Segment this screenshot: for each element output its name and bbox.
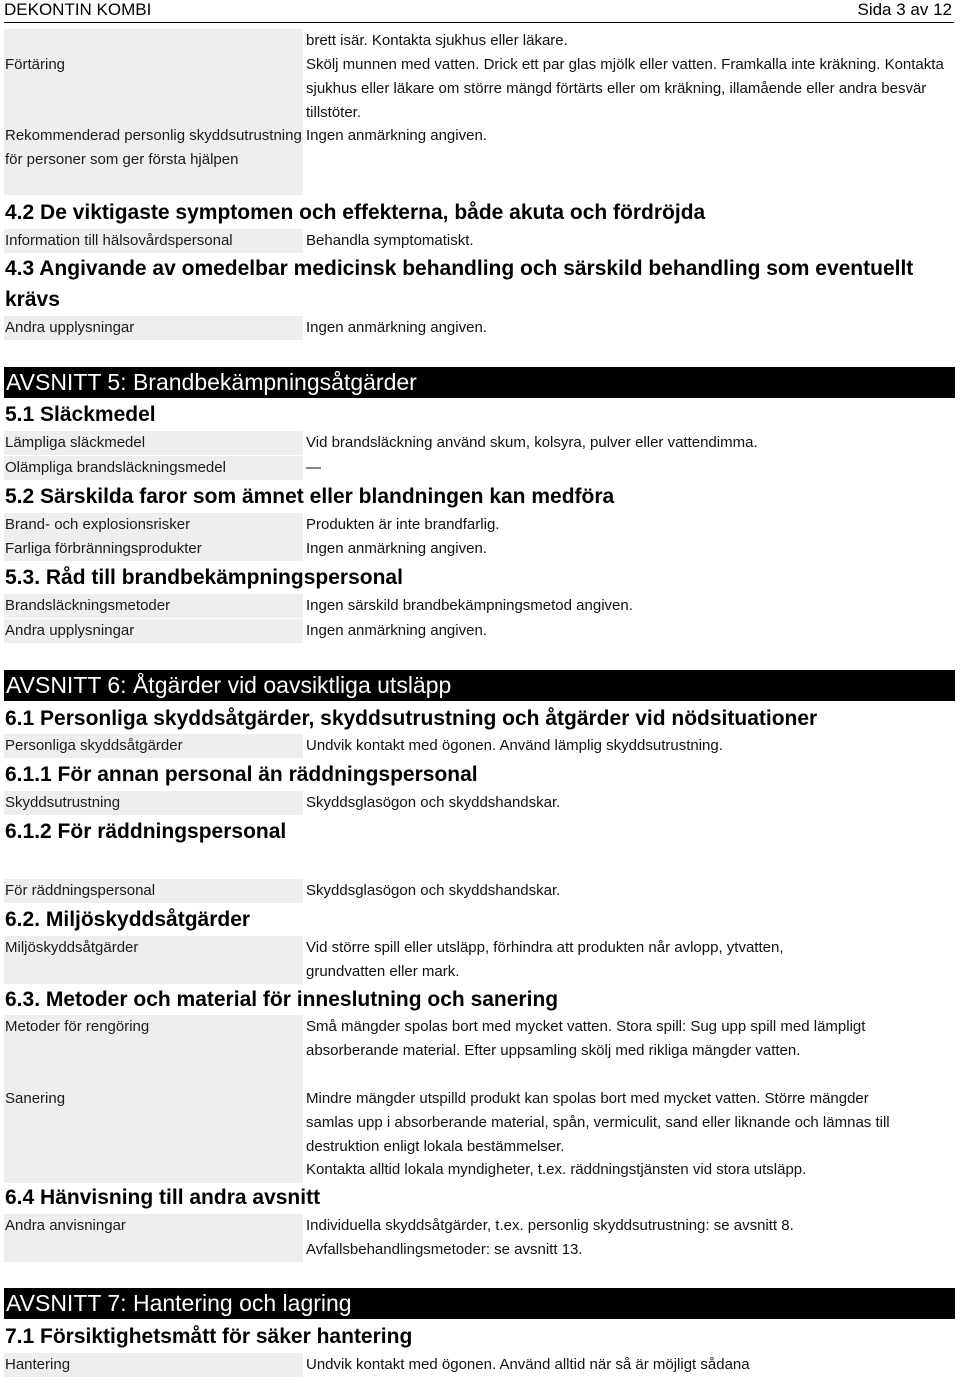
label-protective-equipment: Skyddsutrustning (4, 791, 303, 815)
label-extinguishing-methods: Brandsläckningsmetoder (4, 594, 303, 618)
value-other-references-2: Avfallsbehandlingsmetoder: se avsnitt 13. (306, 1241, 583, 1258)
value-health-info: Behandla symptomatiskt. (306, 232, 474, 249)
value-ppe-first-aid: Ingen anmärkning angiven. (306, 127, 487, 144)
value-other-info-5: Ingen anmärkning angiven. (306, 622, 487, 639)
heading-6-1-2: 6.1.2 För räddningspersonal (5, 820, 287, 843)
label-continued (4, 29, 303, 53)
value-handling: Undvik kontakt med ögonen. Använd alltid när så är möjligt sådana (306, 1356, 750, 1373)
label-other-info-5: Andra upplysningar (4, 619, 303, 643)
heading-6-3: 6.3. Metoder och material för inneslutning och sanering (5, 988, 559, 1011)
heading-5-3: 5.3. Råd till brandbekämpningspersonal (5, 566, 403, 589)
heading-6-4: 6.4 Hänvisning till andra avsnitt (5, 1186, 321, 1209)
section-6-banner: AVSNITT 6: Åtgärder vid oavsiktliga utsläpp (4, 670, 955, 701)
value-personal-protection: Undvik kontakt med ögonen. Använd lämplig skyddsutrustning. (306, 737, 723, 754)
label-fortaring: Förtäring (4, 53, 303, 125)
label-fire-risks: Brand- och explosionsrisker (4, 513, 303, 537)
page-number: Sida 3 av 12 (857, 0, 952, 19)
label-emergency-responders: För räddningspersonal (4, 879, 303, 903)
label-sanering: Sanering (4, 1087, 303, 1183)
value-fortaring: Skölj munnen med vatten. Drick ett par glas mjölk eller vatten. Framkalla inte kräkning. Kontakta sjukhus eller läkare om större mängd förtärts eller om kräkning, illamående eller andra besvär tillstöter. (306, 56, 944, 121)
section-7-banner: AVSNITT 7: Hantering och lagring (4, 1288, 955, 1319)
value-protective-equipment: Skyddsglasögon och skyddshandskar. (306, 794, 561, 811)
section-5-banner: AVSNITT 5: Brandbekämpningsåtgärder (4, 367, 955, 398)
value-emergency-responders: Skyddsglasögon och skyddshandskar. (306, 882, 561, 899)
heading-5-1: 5.1 Släckmedel (5, 403, 156, 426)
value-combustion-products: Ingen anmärkning angiven. (306, 540, 487, 557)
label-health-info: Information till hälsovårdspersonal (4, 229, 303, 253)
label-handling: Hantering (4, 1353, 303, 1377)
value-suitable-extinguishing: Vid brandsläckning använd skum, kolsyra, pulver eller vattendimma. (306, 434, 758, 451)
heading-7-1: 7.1 Försiktighetsmått för säker hantering (5, 1325, 413, 1348)
label-ppe-first-aid: Rekommenderad personlig skyddsutrustning för personer som ger första hjälpen (4, 124, 303, 195)
label-unsuitable-extinguishing: Olämpliga brandsläckningsmedel (4, 456, 303, 480)
heading-4-2: 4.2 De viktigaste symptomen och effekterna, både akuta och fördröjda (5, 201, 706, 224)
label-suitable-extinguishing: Lämpliga släckmedel (4, 431, 303, 455)
value-unsuitable-extinguishing: — (306, 459, 321, 476)
label-combustion-products: Farliga förbränningsprodukter (4, 537, 303, 561)
heading-6-1-1: 6.1.1 För annan personal än räddningspersonal (5, 763, 478, 786)
value-cleaning-methods: Små mängder spolas bort med mycket vatten. Stora spill: Sug upp spill med lämpligt absorberande material. Efter uppsamling skölj med rikliga mängder vatten. (306, 1018, 866, 1059)
heading-6-1: 6.1 Personliga skyddsåtgärder, skyddsutrustning och åtgärder vid nödsituationer (5, 707, 818, 730)
value-fortaring-continued: brett isär. Kontakta sjukhus eller läkare. (306, 32, 568, 49)
document-title: DEKONTIN KOMBI (4, 0, 152, 19)
value-extinguishing-methods: Ingen särskild brandbekämpningsmetod angiven. (306, 597, 633, 614)
value-environmental-precautions: Vid större spill eller utsläpp, förhindra att produkten når avlopp, ytvatten, grundvatten eller mark. (306, 939, 784, 980)
value-sanering-contact: Kontakta alltid lokala myndigheter, t.ex. räddningstjänsten vid stora utsläpp. (306, 1161, 807, 1178)
label-other-info-4: Andra upplysningar (4, 316, 303, 340)
heading-5-2: 5.2 Särskilda faror som ämnet eller blandningen kan medföra (5, 485, 615, 508)
page-header (4, 0, 954, 23)
heading-4-3: 4.3 Angivande av omedelbar medicinsk behandling och särskild behandling som eventuellt krävs (5, 257, 914, 311)
value-other-references-1: Individuella skyddsåtgärder, t.ex. personlig skyddsutrustning: se avsnitt 8. (306, 1217, 794, 1234)
value-fire-risks: Produkten är inte brandfarlig. (306, 516, 500, 533)
heading-6-2: 6.2. Miljöskyddsåtgärder (5, 908, 251, 931)
label-cleaning-methods: Metoder för rengöring (4, 1015, 303, 1087)
value-other-info-4: Ingen anmärkning angiven. (306, 319, 487, 336)
label-environmental-precautions: Miljöskyddsåtgärder (4, 936, 303, 984)
value-sanering: Mindre mängder utspilld produkt kan spolas bort med mycket vatten. Större mängder samlas upp i absorberande material, spån, vermiculit, sand eller liknande och lämnas till destruktion enligt lokala bestämmelser. (306, 1090, 890, 1155)
label-personal-protection: Personliga skyddsåtgärder (4, 734, 303, 758)
label-other-references: Andra anvisningar (4, 1214, 303, 1262)
